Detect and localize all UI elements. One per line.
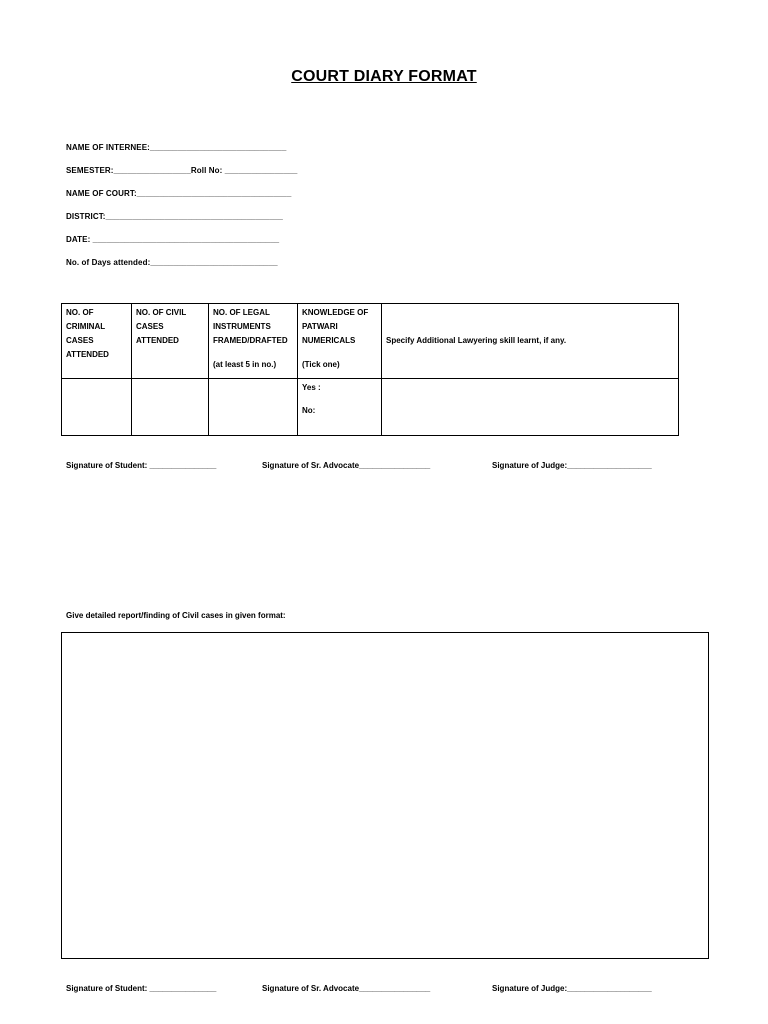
- judge-signature-bottom[interactable]: Signature of Judge:___________________: [492, 984, 652, 993]
- advocate-signature[interactable]: Signature of Sr. Advocate________________: [262, 461, 431, 470]
- criminal-cases-cell[interactable]: [62, 379, 132, 436]
- civil-cases-header: NO. OF CIVIL CASES ATTENDED: [132, 304, 209, 379]
- additional-skill-cell[interactable]: [382, 379, 679, 436]
- patwari-knowledge-header: KNOWLEDGE OF PATWARI NUMERICALS (Tick one): [298, 304, 382, 379]
- page-title: COURT DIARY FORMAT: [291, 68, 477, 85]
- attendance-table: [61, 303, 679, 436]
- yes-option[interactable]: Yes :: [302, 383, 321, 392]
- report-label: Give detailed report/finding of Civil cases in given format:: [66, 611, 286, 620]
- days-attended-field[interactable]: No. of Days attended:____________________________: [66, 258, 278, 267]
- student-signature-bottom[interactable]: Signature of Student: _______________: [66, 984, 217, 993]
- report-box[interactable]: [61, 632, 709, 959]
- internee-name-field[interactable]: NAME OF INTERNEE:______________________________: [66, 143, 287, 152]
- date-field[interactable]: DATE: _________________________________________: [66, 235, 280, 244]
- legal-instruments-cell[interactable]: [209, 379, 298, 436]
- patwari-tick-cell[interactable]: [298, 379, 382, 436]
- legal-instruments-header: NO. OF LEGAL INSTRUMENTS FRAMED/DRAFTED (at least 5 in no.): [209, 304, 298, 379]
- semester-roll-field[interactable]: SEMESTER:_________________Roll No: ________________: [66, 166, 298, 175]
- table-header-row: [62, 304, 679, 379]
- student-signature[interactable]: Signature of Student: _______________: [66, 461, 217, 470]
- district-field[interactable]: DISTRICT:_______________________________________: [66, 212, 283, 221]
- advocate-signature-bottom[interactable]: Signature of Sr. Advocate________________: [262, 984, 431, 993]
- criminal-cases-header: NO. OF CRIMINAL CASES ATTENDED: [62, 304, 132, 379]
- no-option[interactable]: No:: [302, 406, 316, 415]
- additional-skill-header: Specify Additional Lawyering skill learnt, if any.: [382, 304, 679, 379]
- court-name-field[interactable]: NAME OF COURT:__________________________________: [66, 189, 292, 198]
- table-row: [62, 379, 679, 436]
- judge-signature[interactable]: Signature of Judge:___________________: [492, 461, 652, 470]
- civil-cases-cell[interactable]: [132, 379, 209, 436]
